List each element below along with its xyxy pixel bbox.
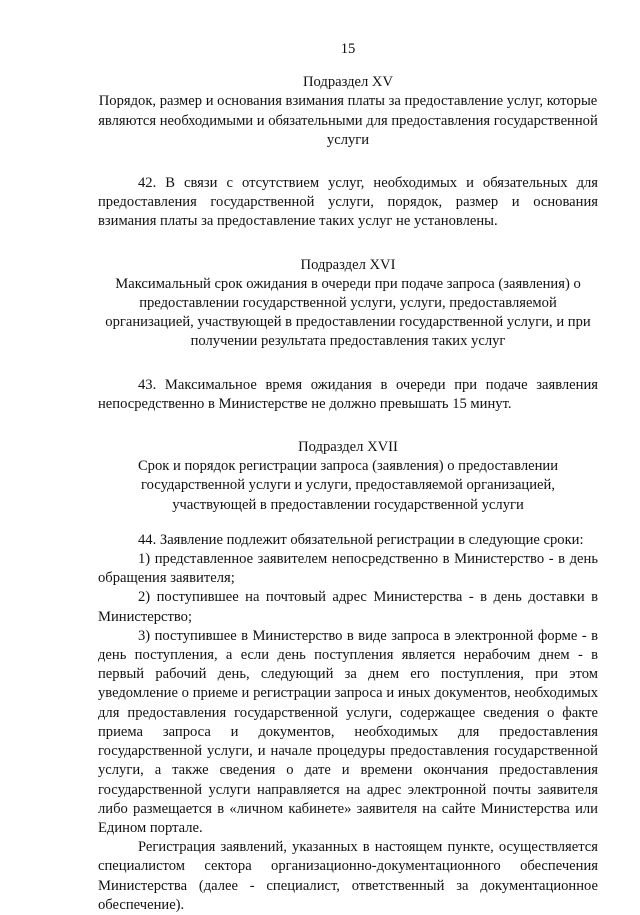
paragraph-43: 43. Максимальное время ожидания в очереди при подаче заявления непосредственно в Министерстве не должно превышать 15 минут. — [98, 376, 598, 412]
subsection-17-label: Подраздел XVII — [298, 439, 398, 456]
paragraph-44: 44. Заявление подлежит обязательной регистрации в следующие сроки: — [138, 531, 584, 548]
spacer — [98, 515, 598, 531]
paragraph-42: 42. В связи с отсутствием услуг, необходимых и обязательных для предоставления государственной услуги, порядок, размер и основания взимания платы за предоставление таких услуг не установлены. — [98, 175, 598, 230]
page-number: 15 — [340, 41, 356, 57]
subsection-16-title: Максимальный срок ожидания в очереди при подаче запроса (заявления) о предоставлении государственной услуги, услуги, предоставляемой организацией, участвующей в предоставлении государственной услуги, и при получении результата предоставления таких услуг — [105, 275, 591, 350]
document-page — [98, 40, 598, 915]
subsection-17-title: Срок и порядок регистрации запроса (заявления) о предоставлении государственной услуги и услуги, предоставляемой организацией, участвующей в предоставлении государственной услуги — [137, 458, 559, 513]
paragraph-44-item-2: 2) поступившее на почтовый адрес Министерства - в день доставки в Министерство; — [98, 589, 598, 625]
spacer — [98, 150, 598, 174]
subsection-15-title: Порядок, размер и основания взимания платы за предоставление услуг, которые являются необходимыми и обязательными для предоставления государственной услуги — [98, 93, 598, 148]
paragraph-44-item-3: 3) поступившее в Министерство в виде запроса в электронной форме - в день поступления, а если день поступления является нерабочим днем - в первый рабочий день, следующий за днем его поступления, при этом уведомление о приеме и регистрации запроса и иных документов, необходимых для предоставления государственной услуги, содержащее сведения о факте приема запроса и документов, необходимых для предоставления государственной услуги, и начале процедуры предоставления государственной услуги, а также сведения о дате и времени окончания предоставления государственной услуги направляется на адрес электронной почты заявителя либо размещается в «личном кабинете» заявителя на сайте Министерства или Едином портале. — [98, 627, 598, 836]
paragraph-44-item-1: 1) представленное заявителем непосредственно в Министерство - в день обращения заявителя; — [98, 551, 598, 587]
spacer — [98, 352, 598, 376]
spacer — [98, 414, 598, 438]
paragraph-registration: Регистрация заявлений, указанных в настоящем пункте, осуществляется специалистом сектора организационно-документационного обеспечения Министерства (далее - специалист, ответственный за документационное обеспечение). — [98, 839, 598, 913]
spacer — [98, 232, 598, 256]
subsection-16-label: Подраздел XVI — [300, 256, 396, 273]
subsection-15-label: Подраздел XV — [302, 74, 394, 91]
